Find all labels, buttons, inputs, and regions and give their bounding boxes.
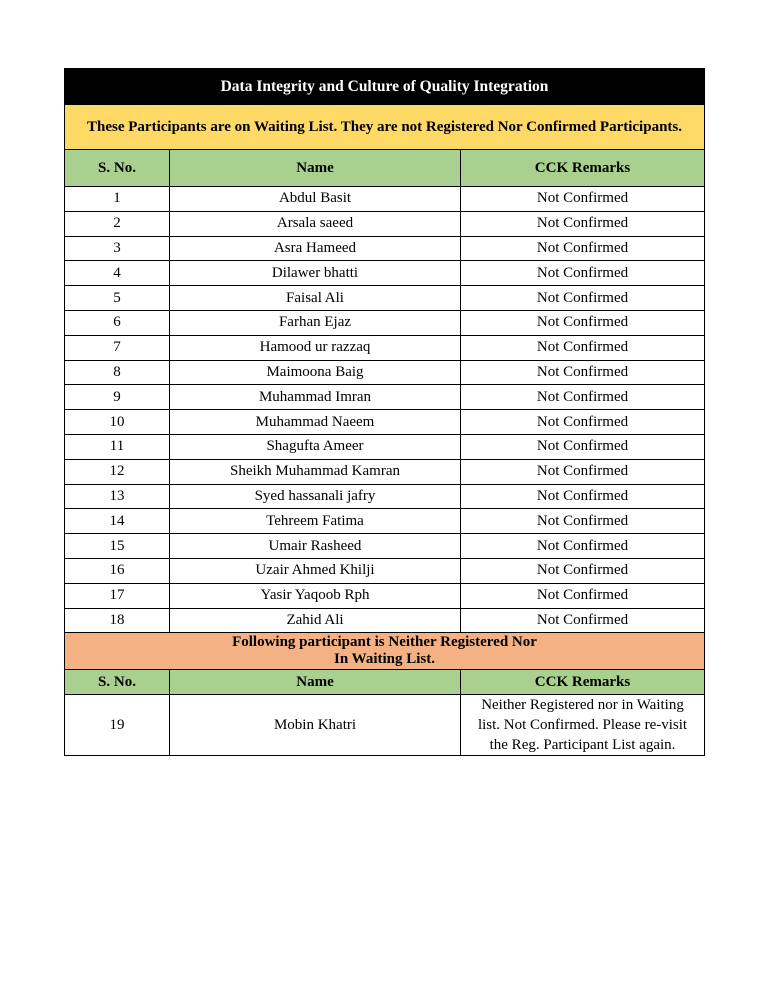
- cell-remarks: Not Confirmed: [461, 187, 705, 212]
- table-row: [65, 695, 705, 756]
- table-row: [65, 534, 705, 559]
- cell-sno: 15: [65, 534, 170, 559]
- cell-remarks: Not Confirmed: [461, 385, 705, 410]
- cell-sno: 10: [65, 410, 170, 435]
- table-row: [65, 385, 705, 410]
- table-row: [65, 236, 705, 261]
- cell-name: Sheikh Muhammad Kamran: [170, 459, 461, 484]
- cell-name: Abdul Basit: [170, 187, 461, 212]
- cell-sno: 2: [65, 211, 170, 236]
- cell-remarks: Not Confirmed: [461, 286, 705, 311]
- table-row: [65, 608, 705, 633]
- cell-name: Asra Hameed: [170, 236, 461, 261]
- remarks-line: the Reg. Participant List again.: [489, 737, 676, 754]
- header-sno: S. No.: [65, 670, 170, 695]
- cell-remarks: Not Confirmed: [461, 261, 705, 286]
- cell-name: Maimoona Baig: [170, 360, 461, 385]
- cell-name: Mobin Khatri: [170, 695, 461, 756]
- participant-document: [64, 68, 704, 756]
- table-row: [65, 211, 705, 236]
- cell-name: Faisal Ali: [170, 286, 461, 311]
- cell-remarks: Not Confirmed: [461, 236, 705, 261]
- cell-remarks: Not Confirmed: [461, 484, 705, 509]
- cell-sno: 6: [65, 310, 170, 335]
- cell-name: Muhammad Naeem: [170, 410, 461, 435]
- table-row: [65, 310, 705, 335]
- cell-name: Umair Rasheed: [170, 534, 461, 559]
- cell-name: Syed hassanali jafry: [170, 484, 461, 509]
- table-row: [65, 360, 705, 385]
- cell-sno: 5: [65, 286, 170, 311]
- header-sno: S. No.: [65, 150, 170, 187]
- header-name: Name: [170, 670, 461, 695]
- cell-sno: 13: [65, 484, 170, 509]
- cell-remarks: Not Confirmed: [461, 360, 705, 385]
- header-name: Name: [170, 150, 461, 187]
- remarks-line: Neither Registered nor in Waiting: [481, 697, 684, 714]
- cell-sno: 14: [65, 509, 170, 534]
- header-remarks: CCK Remarks: [461, 150, 705, 187]
- cell-remarks: Not Confirmed: [461, 211, 705, 236]
- cell-name: Shagufta Ameer: [170, 434, 461, 459]
- cell-remarks: [461, 695, 705, 756]
- cell-sno: 16: [65, 558, 170, 583]
- table-row: [65, 335, 705, 360]
- cell-sno: 3: [65, 236, 170, 261]
- table-header: [65, 150, 705, 187]
- table-header-2: [65, 670, 705, 695]
- cell-remarks: Not Confirmed: [461, 310, 705, 335]
- cell-name: Yasir Yaqoob Rph: [170, 583, 461, 608]
- cell-remarks: Not Confirmed: [461, 608, 705, 633]
- table-row: [65, 484, 705, 509]
- note-line: In Waiting List.: [334, 651, 436, 668]
- cell-sno: 18: [65, 608, 170, 633]
- table-row: [65, 459, 705, 484]
- cell-sno: 11: [65, 434, 170, 459]
- cell-name: Arsala saeed: [170, 211, 461, 236]
- cell-remarks: Not Confirmed: [461, 434, 705, 459]
- cell-name: Farhan Ejaz: [170, 310, 461, 335]
- table-row: [65, 509, 705, 534]
- cell-sno: 19: [65, 695, 170, 756]
- remarks-line: list. Not Confirmed. Please re-visit: [477, 717, 688, 734]
- cell-name: Zahid Ali: [170, 608, 461, 633]
- cell-sno: 17: [65, 583, 170, 608]
- cell-sno: 1: [65, 187, 170, 212]
- table-row: [65, 583, 705, 608]
- cell-sno: 7: [65, 335, 170, 360]
- cell-sno: 8: [65, 360, 170, 385]
- cell-name: Uzair Ahmed Khilji: [170, 558, 461, 583]
- cell-sno: 4: [65, 261, 170, 286]
- cell-remarks: Not Confirmed: [461, 459, 705, 484]
- table-row: [65, 434, 705, 459]
- cell-sno: 12: [65, 459, 170, 484]
- cell-remarks: Not Confirmed: [461, 558, 705, 583]
- header-remarks: CCK Remarks: [461, 670, 705, 695]
- table-row: [65, 187, 705, 212]
- table-row: [65, 286, 705, 311]
- cell-remarks: Not Confirmed: [461, 335, 705, 360]
- cell-name: Tehreem Fatima: [170, 509, 461, 534]
- cell-remarks: Not Confirmed: [461, 509, 705, 534]
- table-row: [65, 261, 705, 286]
- cell-sno: 9: [65, 385, 170, 410]
- waiting-list-note: These Participants are on Waiting List. They are not Registered Nor Confirmed Participants.: [65, 105, 705, 150]
- cell-remarks: Not Confirmed: [461, 534, 705, 559]
- document-title: Data Integrity and Culture of Quality Integration: [65, 69, 705, 105]
- table-row: [65, 410, 705, 435]
- cell-name: Hamood ur razzaq: [170, 335, 461, 360]
- participant-table: [64, 68, 705, 756]
- cell-remarks: Not Confirmed: [461, 583, 705, 608]
- cell-name: Muhammad Imran: [170, 385, 461, 410]
- cell-name: Dilawer bhatti: [170, 261, 461, 286]
- table-row: [65, 558, 705, 583]
- cell-remarks: Not Confirmed: [461, 410, 705, 435]
- note-line: Following participant is Neither Registered Nor: [232, 634, 537, 651]
- neither-registered-note: [65, 633, 705, 670]
